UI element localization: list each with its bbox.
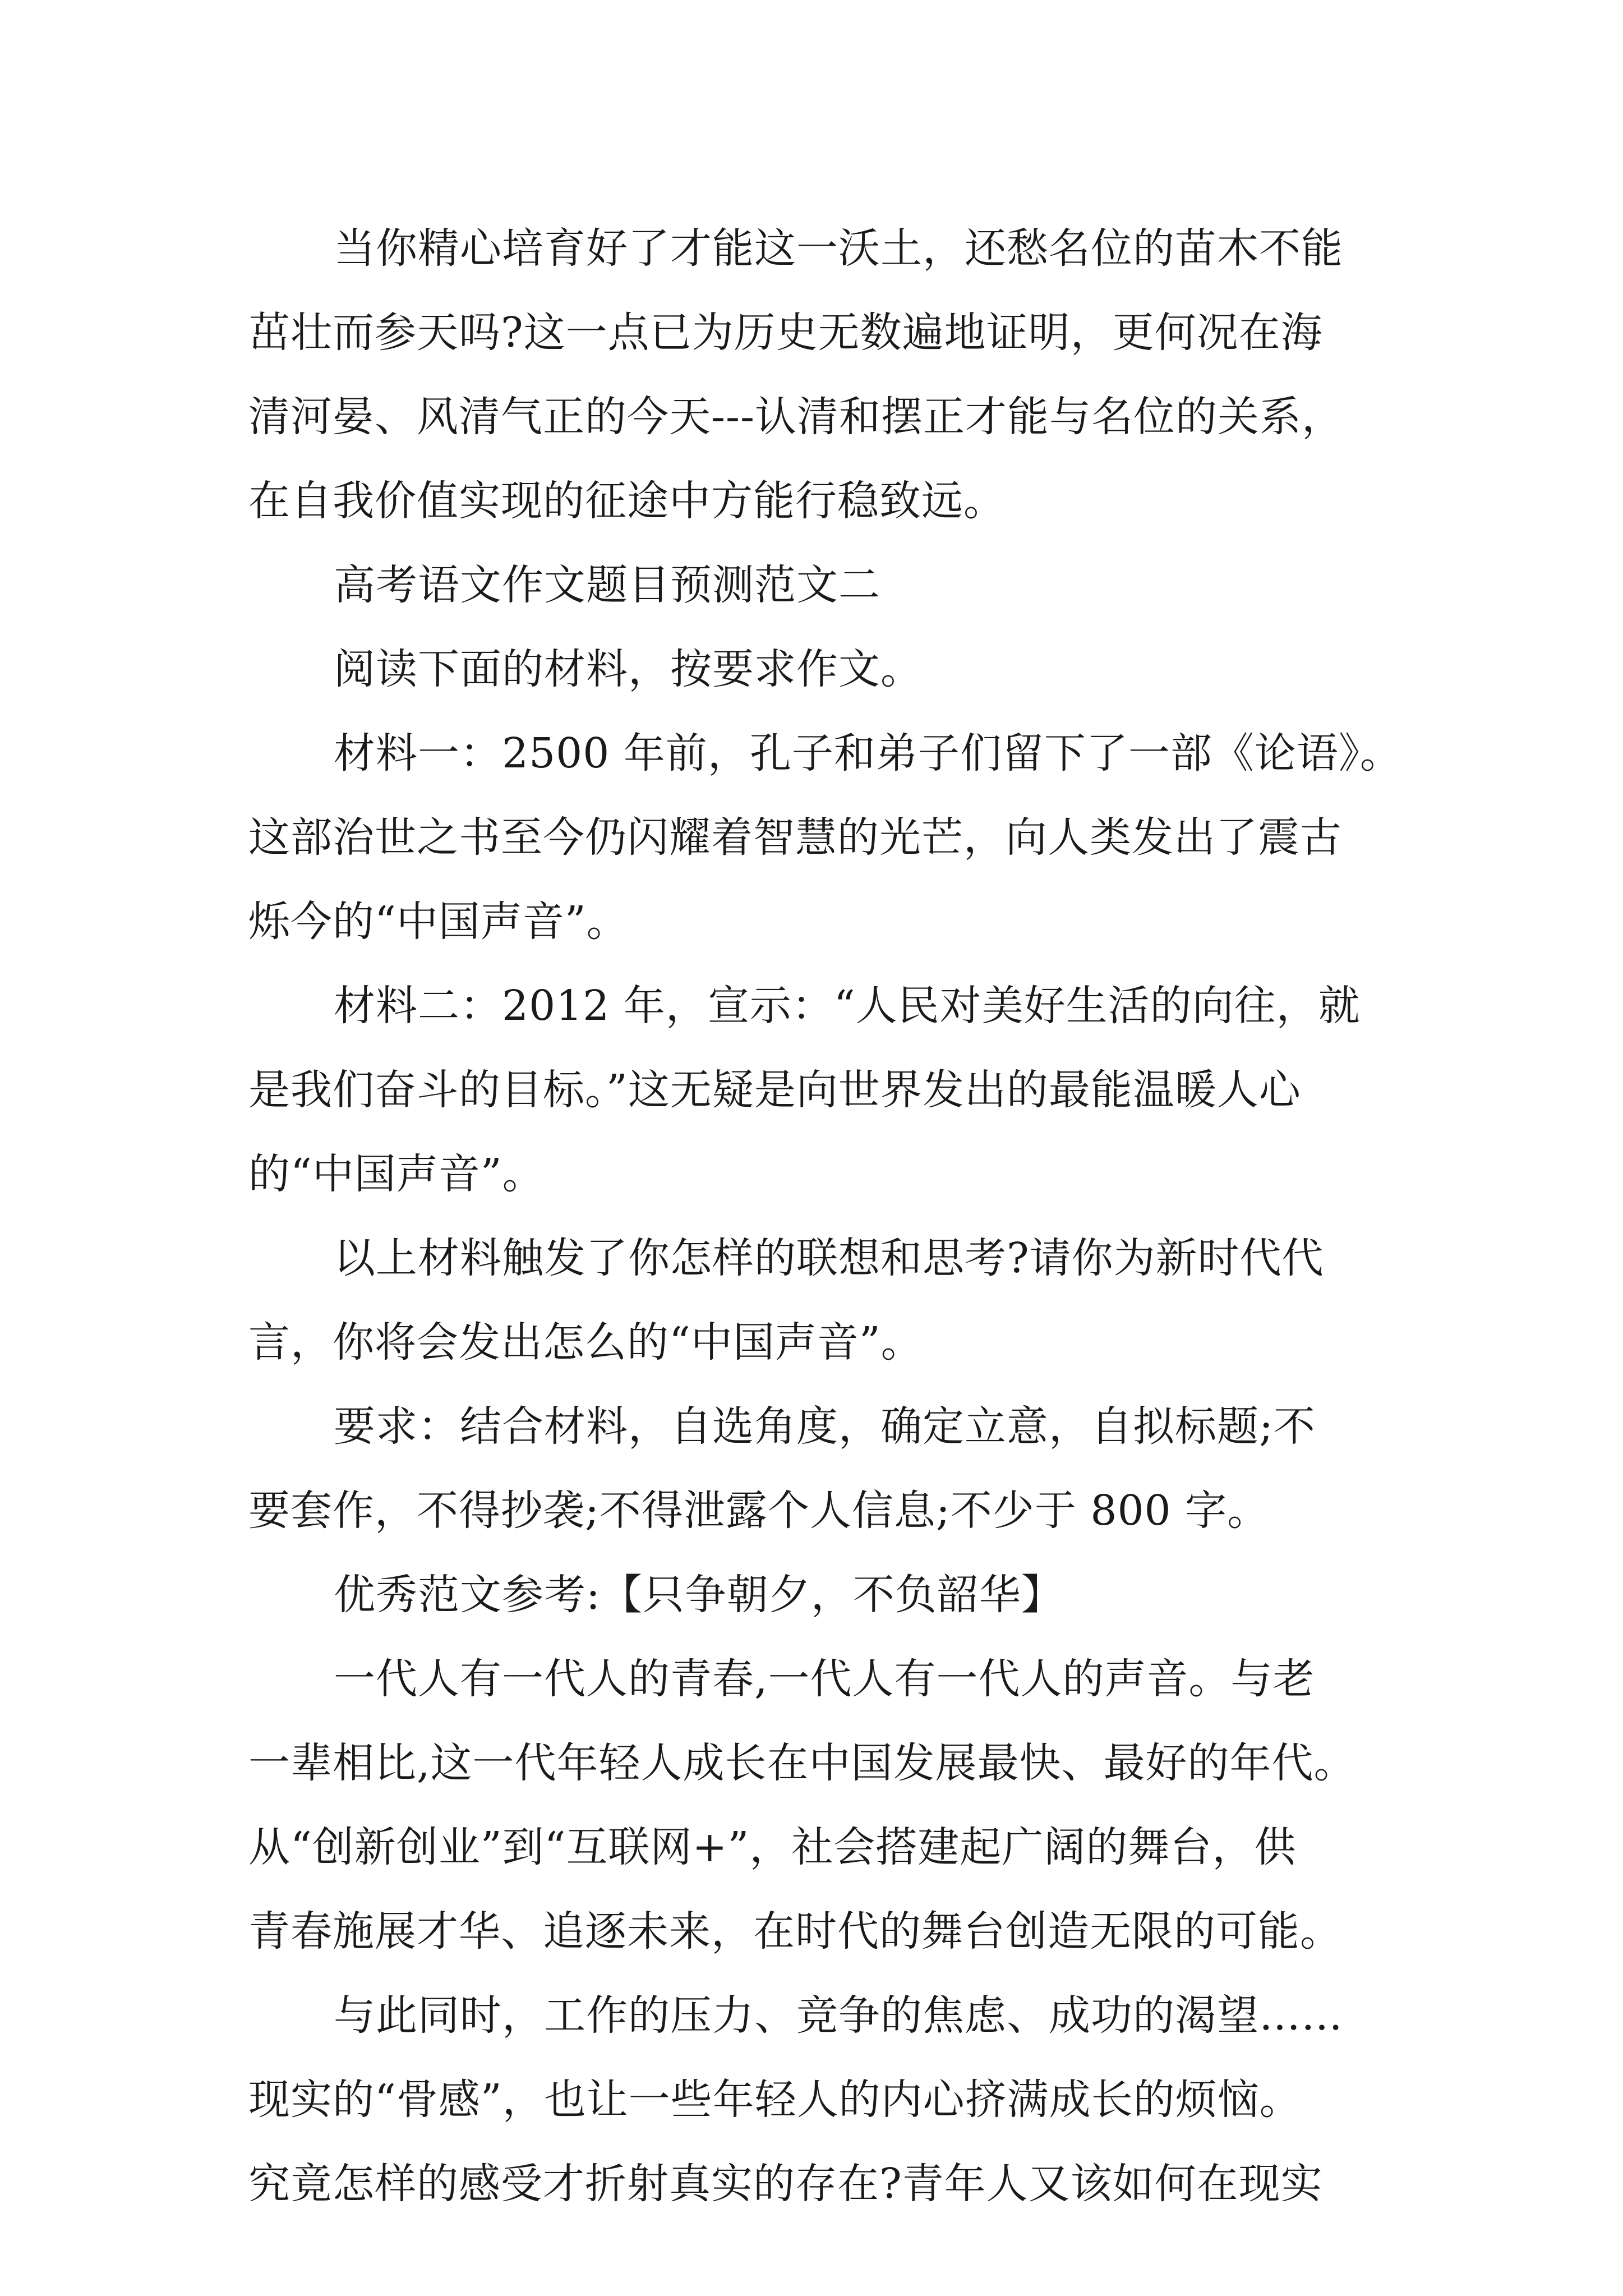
paragraph-line: 的“中国声音”。	[248, 1150, 545, 1198]
paragraph-line: 从“创新创业”到“互联网+”，社会搭建起广阔的舞台，供	[248, 1823, 1297, 1871]
paragraph-line: 一代人有一代人的青春,一代人有一代人的声音。与老	[334, 1655, 1315, 1703]
paragraph-line: 茁壮而参天吗?这一点已为历史无数遍地证明，更何况在海	[248, 309, 1323, 357]
paragraph-line: 烁今的“中国声音”。	[248, 898, 629, 946]
section-heading: 高考语文作文题目预测范文二	[334, 561, 880, 609]
paragraph-line: 阅读下面的材料，按要求作文。	[334, 645, 923, 693]
paragraph-line: 清河晏、风清气正的今天---认清和摆正才能与名位的关系，	[248, 393, 1344, 441]
essay-text	[248, 206, 1402, 2226]
paragraph-line: 与此同时，工作的压力、竞争的焦虑、成功的渴望……	[334, 1991, 1343, 2040]
paragraph-line: 这部治世之书至今仍闪耀着智慧的光芒，向人类发出了震古	[248, 813, 1342, 862]
paragraph-line: 青春施展才华、追逐未来，在时代的舞台创造无限的可能。	[248, 1907, 1342, 1955]
paragraph-line: 究竟怎样的感受才折射真实的存在?青年人又该如何在现实	[248, 2160, 1323, 2208]
paragraph-line: 要求：结合材料，自选角度，确定立意，自拟标题;不	[334, 1402, 1316, 1451]
paragraph-line: 材料二：2012 年，宣示：“人民对美好生活的向往，就	[334, 982, 1361, 1030]
paragraph-line: 以上材料触发了你怎样的联想和思考?请你为新时代代	[334, 1234, 1324, 1282]
paragraph-line: 当你精心培育好了才能这一沃土，还愁名位的苗木不能	[334, 224, 1343, 273]
paragraph-line: 一辈相比,这一代年轻人成长在中国发展最快、最好的年代。	[248, 1739, 1356, 1787]
paragraph-line: 是我们奋斗的目标。”这无疑是向世界发出的最能温暖人心	[248, 1066, 1301, 1114]
paragraph-line: 在自我价值实现的征途中方能行稳致远。	[248, 477, 1006, 525]
paragraph-line: 要套作，不得抄袭;不得泄露个人信息;不少于 800 字。	[248, 1487, 1270, 1535]
paragraph-line: 现实的“骨感”，也让一些年轻人的内心挤满成长的烦恼。	[248, 2076, 1302, 2124]
paragraph-line: 言，你将会发出怎么的“中国声音”。	[248, 1318, 923, 1366]
paragraph-line: 材料一：2500 年前，孔子和弟子们留下了一部《论语》。	[334, 729, 1402, 777]
essay-title-line: 优秀范文参考:【只争朝夕，不负韶华】	[334, 1571, 1063, 1619]
